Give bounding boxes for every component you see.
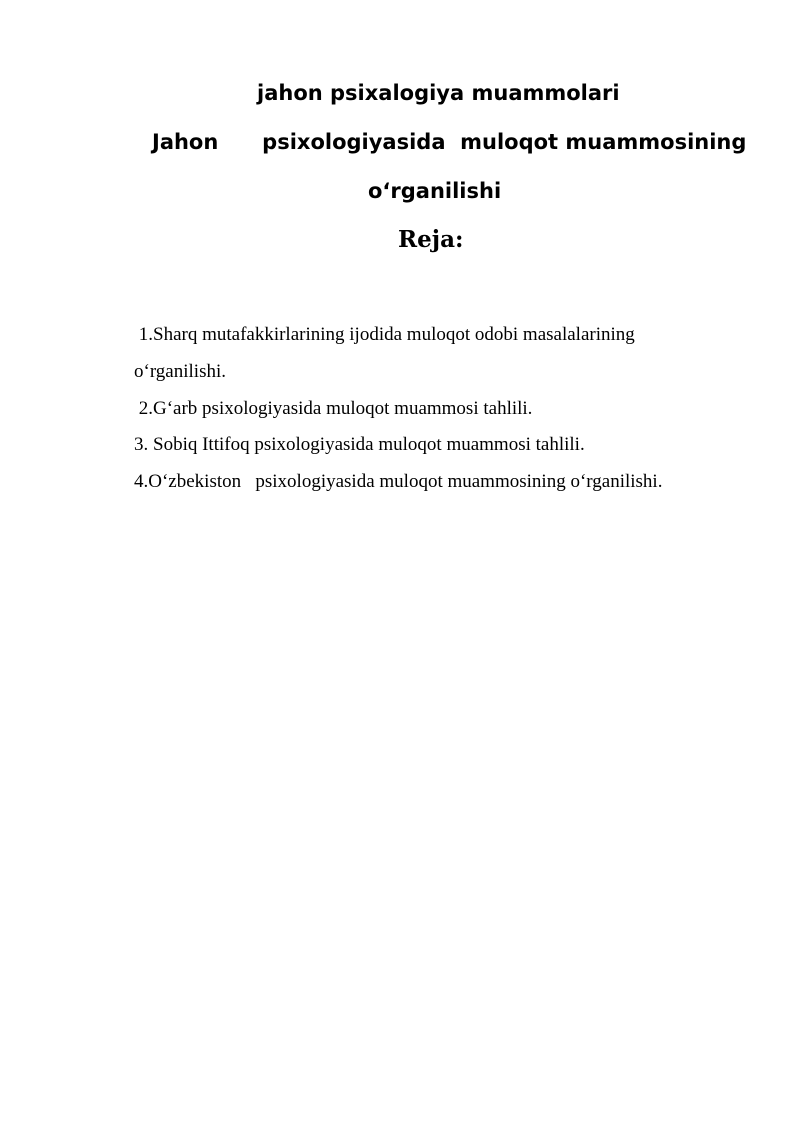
document-title-line-2: o‘rganilishi	[368, 179, 502, 203]
plan-item-1-line-2: o‘rganilishi.	[134, 361, 227, 382]
plan-item-1-line-1: 1.Sharq mutafakkirlarining ijodida muloqot odobi masalalarining	[134, 324, 635, 345]
plan-item-2: 2.G‘arb psixologiyasida muloqot muammosi tahlili.	[134, 398, 533, 419]
plan-item-3: 3. Sobiq Ittifoq psixologiyasida muloqot muammosi tahlili.	[134, 434, 585, 455]
document-title-line-1: Jahon psixologiyasida muloqot muammosining	[152, 130, 747, 154]
document-supertitle: jahon psixalogiya muammolari	[257, 81, 620, 105]
plan-heading: Reja:	[398, 226, 464, 253]
plan-item-4: 4.O‘zbekiston psixologiyasida muloqot muammosining o‘rganilishi.	[134, 471, 663, 492]
